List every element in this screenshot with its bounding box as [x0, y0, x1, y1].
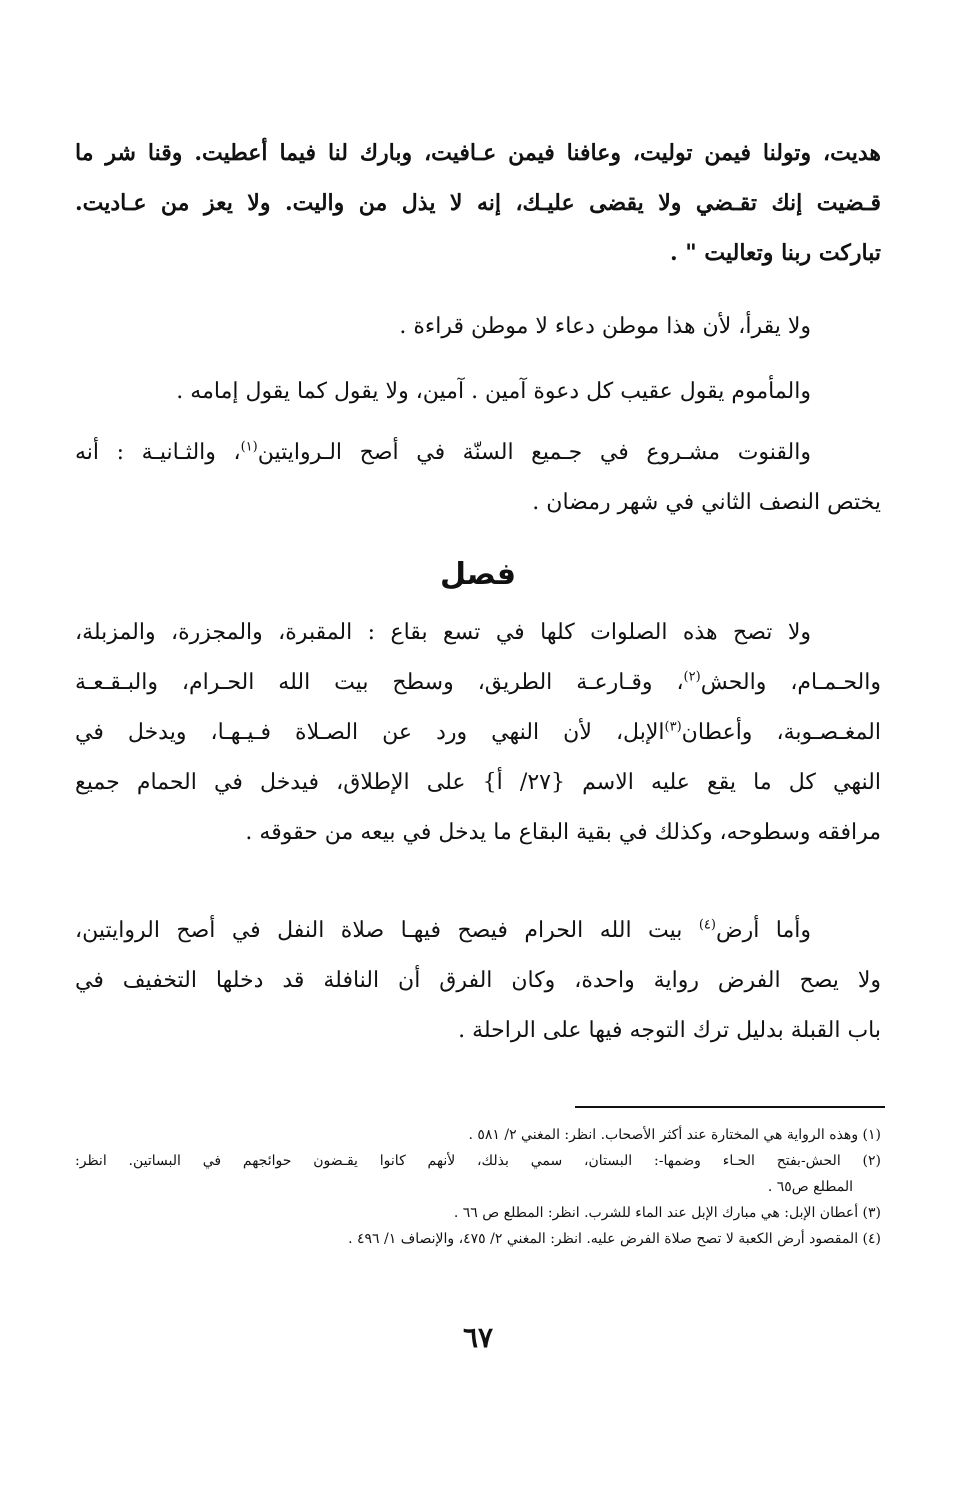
- text-line: ولا تصح هذه الصلوات كلها في تسع بقاع : المقبرة، والمجزرة، والمزبلة،: [75, 620, 811, 645]
- kaaba-paragraph: [75, 906, 881, 1056]
- text-segment: ، وقـارعـة الطريق، وسطح بيت الله الحـرام، والبـقـعـة: [75, 670, 684, 695]
- text-segment: والقنوت مشـروع في جـميع السنّة في أصح الـروايتين: [257, 440, 811, 465]
- text-line: [75, 906, 881, 956]
- text-line: والمأموم يقول عقيب كل دعوة آمين . آمين، ولا يقول كما يقول إمامه .: [176, 379, 811, 404]
- text-segment: والحـمـام، والحش: [700, 670, 881, 695]
- qunut-paragraph: [75, 428, 881, 528]
- text-line: مرافقه وسطوحه، وكذلك في بقية البقاع ما يدخل في بيعه من حقوقه .: [245, 820, 881, 845]
- page-number: ٦٧: [462, 1321, 494, 1354]
- places-paragraph: [75, 608, 881, 858]
- text-line: تباركت ربنا وتعاليت " .: [669, 240, 881, 266]
- text-segment: المغـصـوبة، وأعطان: [681, 720, 881, 745]
- supplication-paragraph: [75, 128, 881, 278]
- mamum-paragraph: [75, 367, 881, 417]
- text-segment: وأما أرض: [715, 918, 811, 943]
- footnote-ref[interactable]: (١): [240, 439, 258, 455]
- text-segment: بيت الله الحرام فيصح فيهـا صلاة النفل في أصح الروايتين،: [75, 918, 699, 943]
- text-line: ولا يصح الفرض رواية واحدة، وكان الفرق أن النافلة قد دخلها التخفيف في: [75, 968, 881, 993]
- footnote-1: (١) وهذه الرواية هي المختارة عند أكثر الأصحاب. انظر: المغني ٢/ ٥٨١ .: [468, 1127, 881, 1143]
- footnotes: [75, 1122, 881, 1252]
- text-line: [75, 658, 881, 708]
- text-line: قـضيت إنك تقـضي ولا يقضى عليـك، إنه لا يذل من واليت. ولا يعز من عـاديت.: [75, 190, 881, 216]
- footnote-ref[interactable]: (٣): [664, 719, 682, 735]
- text-segment: الإبل، لأن النهي ورد عن الصـلاة فـيـهـا، ويدخل في: [75, 720, 665, 745]
- text-line: [75, 428, 881, 478]
- footnote-2: (٢) الحش-بفتح الحـاء وضمها-: البستان، سمي بذلك، لأنهم كانوا يقـضون حوائجهم في البساتين. انظر:: [75, 1153, 881, 1169]
- text-line: النهي كل ما يقع عليه الاسم {٢٧/ أ} على الإطلاق، فيدخل في الحمام جميع: [75, 770, 881, 795]
- footnote-4: (٤) المقصود أرض الكعبة لا تصح صلاة الفرض عليه. انظر: المغني ٢/ ٤٧٥، والإنصاف ١/ ٤٩٦ .: [348, 1231, 881, 1247]
- footnote-3: (٣) أعطان الإبل: هي مبارك الإبل عند الماء للشرب. انظر: المطلع ص ٦٦ .: [453, 1205, 881, 1221]
- footnote-ref[interactable]: (٤): [698, 917, 716, 933]
- section-heading: فصل: [440, 557, 516, 592]
- text-line: ولا يقرأ، لأن هذا موطن دعاء لا موطن قراءة .: [399, 314, 811, 339]
- footnote-ref[interactable]: (٢): [683, 669, 701, 685]
- footnote-2-continued: المطلع ص٦٥ .: [767, 1179, 853, 1195]
- no-reading-paragraph: [75, 302, 881, 352]
- text-line: هديت، وتولنا فيمن توليت، وعافنا فيمن عـافيت، وبارك لنا فيما أعطيت. وقنا شر ما: [75, 140, 881, 166]
- text-line: يختص النصف الثاني في شهر رمضان .: [532, 490, 881, 515]
- footnote-divider: [575, 1106, 885, 1108]
- text-segment: ، والثـانيـة : أنه: [75, 440, 241, 465]
- text-line: باب القبلة بدليل ترك التوجه فيها على الراحلة .: [458, 1018, 881, 1043]
- text-line: [75, 708, 881, 758]
